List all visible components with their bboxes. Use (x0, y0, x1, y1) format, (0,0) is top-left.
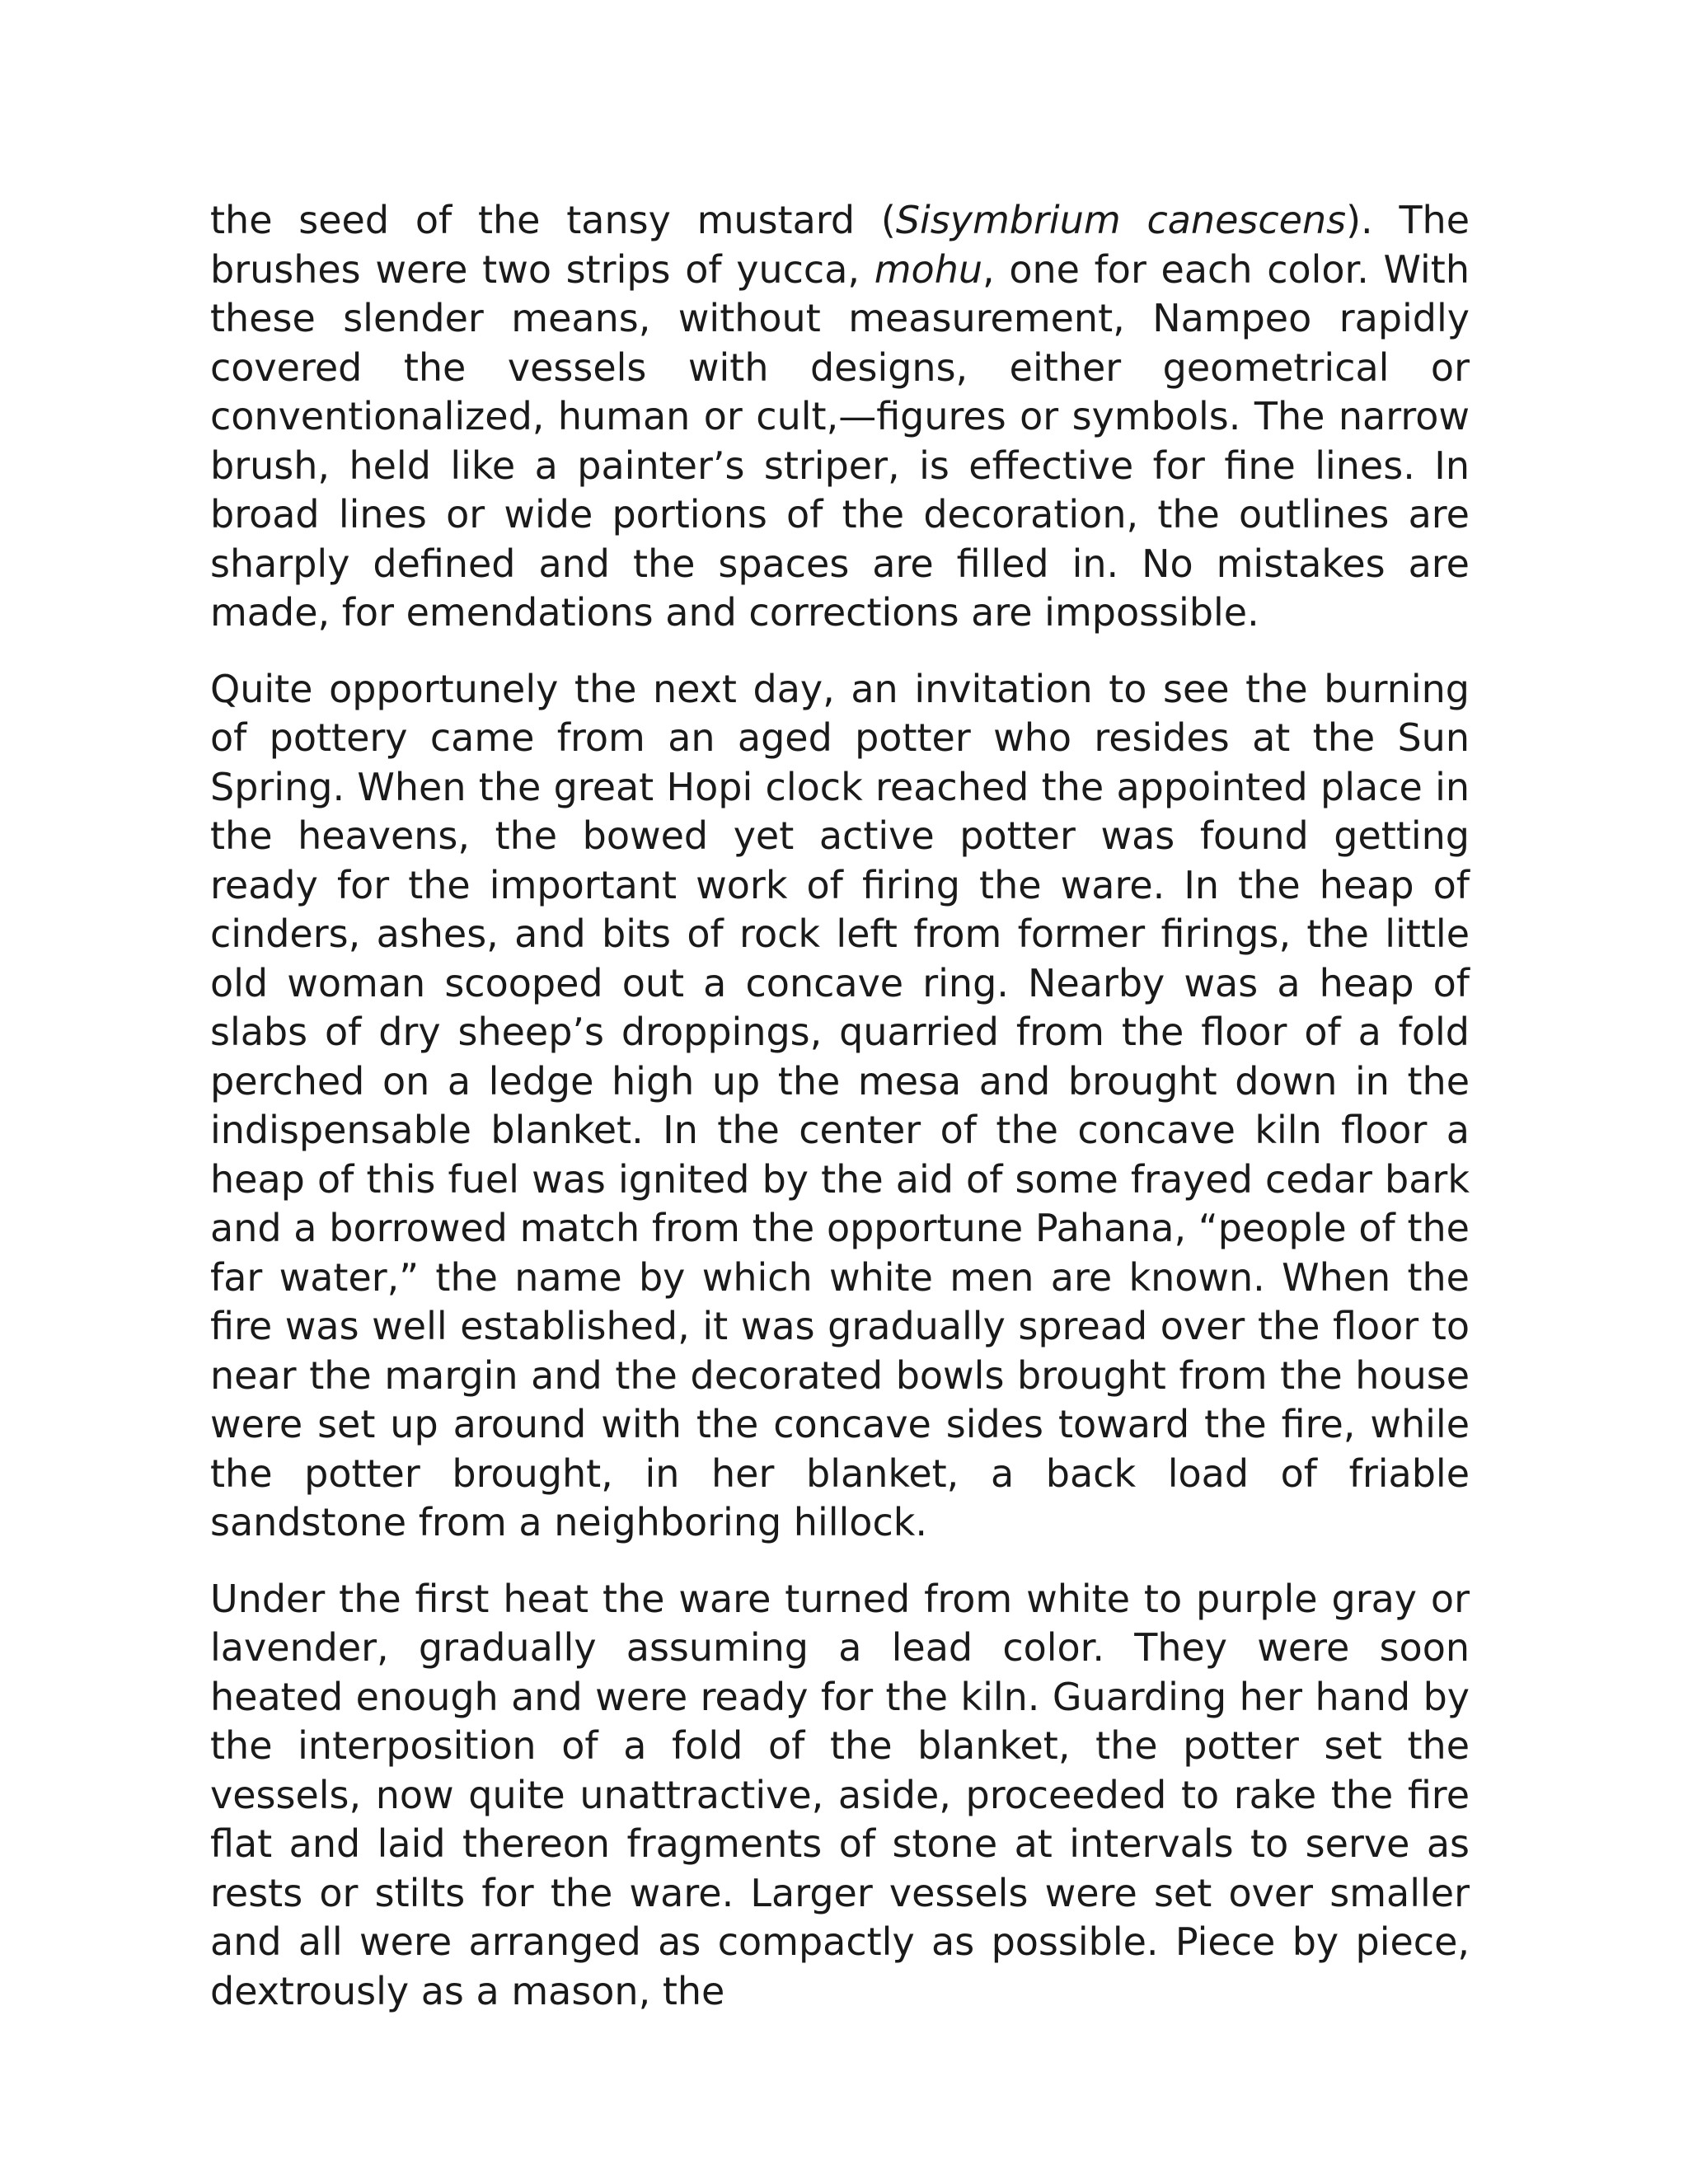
paragraph-2-text: Quite opportunely the next day, an invitation to see the burning of pottery came from an aged potter who resides at the Sun Spring. When the great Hopi clock reached the appointed place in the heavens, the bowed yet active potter was found getting ready for the important work of firing the ware. In the heap of cinders, ashes, and bits of rock left from former firings, the little old woman scooped out a concave ring. Nearby was a heap of slabs of dry sheep’s droppings, quarried from the floor of a fold perched on a ledge high up the mesa and brought down in the indispensable blanket. In the center of the concave kiln floor a heap of this fuel was ignited by the aid of some frayed cedar bark and a borrowed match from the opportune Pahana, “people of the far water,” the name by which white men are known. When the fire was well established, it was gradually spread over the floor to near the margin and the decorated bowls brought from the house were set up around with the concave sides toward the fire, while the potter brought, in her blanket, a back load of friable sandstone from a neighboring hillock. (210, 666, 1470, 1544)
hopi-term: mohu (874, 246, 982, 292)
paragraph-1-text: the seed of the tansy mustard ( (210, 198, 896, 242)
paragraph-1-text: ). The brushes were two strips of yucca, (210, 198, 1470, 292)
paragraph-2 (210, 665, 1470, 1548)
body-text (210, 196, 1470, 2016)
paragraph-1 (210, 196, 1470, 638)
species-name: Sisymbrium canescens (895, 198, 1347, 242)
paragraph-1-text: , one for each color. With these slender means, without measurement, Nampeo rapidly covered the vessels with designs, either geometrical or conventionalized, human or cult,—figures or symbols. The narrow brush, held like a painter’s striper, is effective for fine lines. In broad lines or wide portions of the decoration, the outlines are sharply defined and the spaces are filled in. No mistakes are made, for emendations and corrections are impossible. (210, 246, 1470, 635)
paragraph-3-text: Under the first heat the ware turned from white to purple gray or lavender, gradually assuming a lead color. They were soon heated enough and were ready for the kiln. Guarding her hand by the interposition of a fold of the blanket, the potter set the vessels, now quite unattractive, aside, proceeded to rake the fire flat and laid thereon fragments of stone at intervals to serve as rests or stilts for the ware. Larger vessels were set over smaller and all were arranged as compactly as possible. Piece by piece, dextrously as a mason, the (210, 1576, 1470, 2013)
paragraph-3 (210, 1575, 1470, 2017)
